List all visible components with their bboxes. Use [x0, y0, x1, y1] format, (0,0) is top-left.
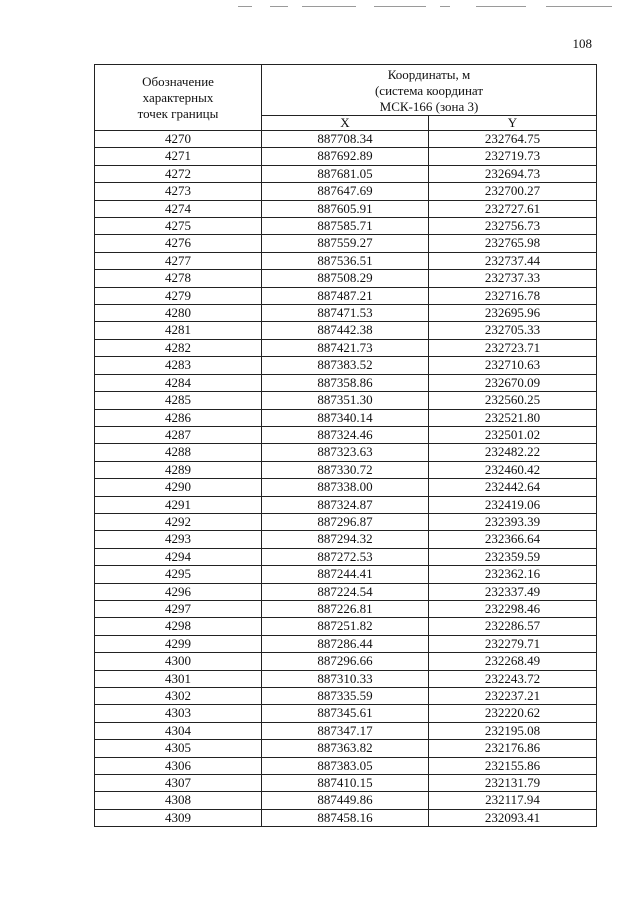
table-row: [95, 357, 597, 374]
y-coordinate-cell: 232521.80: [429, 409, 597, 426]
table-row: [95, 792, 597, 809]
y-coordinate-cell: 232362.16: [429, 566, 597, 583]
top-rule: [238, 6, 252, 7]
x-coordinate-cell: 887244.41: [262, 566, 429, 583]
x-coordinate-cell: 887345.61: [262, 705, 429, 722]
point-id-cell: 4295: [95, 566, 262, 583]
x-coordinate-cell: 887363.82: [262, 740, 429, 757]
points-header-line: характерных: [142, 89, 214, 105]
y-coordinate-cell: 232359.59: [429, 548, 597, 565]
x-coordinate-cell: 887458.16: [262, 809, 429, 826]
top-rule: [440, 6, 450, 7]
x-coordinate-cell: 887559.27: [262, 235, 429, 252]
x-coordinate-cell: 887708.34: [262, 131, 429, 148]
point-id-cell: 4285: [95, 392, 262, 409]
y-coordinate-cell: 232393.39: [429, 513, 597, 530]
point-id-cell: 4304: [95, 722, 262, 739]
y-coordinate-cell: 232176.86: [429, 740, 597, 757]
point-id-cell: 4305: [95, 740, 262, 757]
point-id-cell: 4309: [95, 809, 262, 826]
x-coordinate-cell: 887585.71: [262, 218, 429, 235]
y-coordinate-cell: 232501.02: [429, 426, 597, 443]
point-id-cell: 4289: [95, 461, 262, 478]
point-id-cell: 4306: [95, 757, 262, 774]
table-row: [95, 148, 597, 165]
y-coordinate-cell: 232131.79: [429, 775, 597, 792]
table-row: [95, 270, 597, 287]
point-id-cell: 4279: [95, 287, 262, 304]
table-row: [95, 705, 597, 722]
table-row: [95, 531, 597, 548]
y-coordinate-cell: 232442.64: [429, 479, 597, 496]
y-coordinate-cell: 232155.86: [429, 757, 597, 774]
y-coordinate-cell: 232279.71: [429, 635, 597, 652]
y-coordinate-cell: 232670.09: [429, 374, 597, 391]
table-row: [95, 392, 597, 409]
table-row: [95, 409, 597, 426]
table-row: [95, 479, 597, 496]
x-coordinate-cell: 887286.44: [262, 635, 429, 652]
x-coordinate-cell: 887536.51: [262, 252, 429, 269]
top-rule: [476, 6, 526, 7]
table-row: [95, 635, 597, 652]
table-body: [95, 131, 597, 827]
x-coordinate-cell: 887647.69: [262, 183, 429, 200]
x-coordinate-cell: 887335.59: [262, 688, 429, 705]
table-row: [95, 322, 597, 339]
table-row: [95, 618, 597, 635]
point-id-cell: 4273: [95, 183, 262, 200]
point-id-cell: 4275: [95, 218, 262, 235]
y-coordinate-cell: 232716.78: [429, 287, 597, 304]
table-row: [95, 775, 597, 792]
table-row: [95, 426, 597, 443]
table-row: [95, 461, 597, 478]
point-id-cell: 4302: [95, 688, 262, 705]
point-id-cell: 4274: [95, 200, 262, 217]
table-row: [95, 218, 597, 235]
x-coordinate-cell: 887347.17: [262, 722, 429, 739]
table-row: [95, 339, 597, 356]
table-row: [95, 287, 597, 304]
y-coordinate-cell: 232727.61: [429, 200, 597, 217]
table-row: [95, 235, 597, 252]
point-id-cell: 4297: [95, 600, 262, 617]
y-coordinate-cell: 232700.27: [429, 183, 597, 200]
point-id-cell: 4292: [95, 513, 262, 530]
point-id-cell: 4278: [95, 270, 262, 287]
x-coordinate-cell: 887605.91: [262, 200, 429, 217]
point-id-cell: 4288: [95, 444, 262, 461]
x-coordinate-cell: 887442.38: [262, 322, 429, 339]
y-coordinate-cell: 232419.06: [429, 496, 597, 513]
top-rule: [546, 6, 612, 7]
point-id-cell: 4286: [95, 409, 262, 426]
point-id-cell: 4282: [95, 339, 262, 356]
x-coordinate-cell: 887296.87: [262, 513, 429, 530]
coords-header-line: МСК-166 (зона 3): [379, 99, 479, 114]
table-row: [95, 513, 597, 530]
table-row: [95, 600, 597, 617]
y-coordinate-cell: 232298.46: [429, 600, 597, 617]
x-coordinate-cell: 887330.72: [262, 461, 429, 478]
coordinates-column-header: [262, 65, 597, 116]
y-coordinate-cell: 232764.75: [429, 131, 597, 148]
point-id-cell: 4276: [95, 235, 262, 252]
point-id-cell: 4307: [95, 775, 262, 792]
y-coordinate-cell: 232195.08: [429, 722, 597, 739]
y-coordinate-cell: 232710.63: [429, 357, 597, 374]
point-id-cell: 4284: [95, 374, 262, 391]
table-row: [95, 688, 597, 705]
point-id-cell: 4291: [95, 496, 262, 513]
y-coordinate-cell: 232737.44: [429, 252, 597, 269]
y-coordinate-cell: 232737.33: [429, 270, 597, 287]
x-column-header: X: [262, 116, 429, 131]
top-rule: [374, 6, 426, 7]
points-column-header: [95, 65, 262, 131]
point-id-cell: 4303: [95, 705, 262, 722]
points-header-line: точек границы: [137, 105, 219, 121]
y-coordinate-cell: 232366.64: [429, 531, 597, 548]
point-id-cell: 4301: [95, 670, 262, 687]
point-id-cell: 4299: [95, 635, 262, 652]
coordinates-table: [94, 64, 597, 827]
x-coordinate-cell: 887487.21: [262, 287, 429, 304]
y-coordinate-cell: 232719.73: [429, 148, 597, 165]
x-coordinate-cell: 887338.00: [262, 479, 429, 496]
y-coordinate-cell: 232243.72: [429, 670, 597, 687]
x-coordinate-cell: 887251.82: [262, 618, 429, 635]
x-coordinate-cell: 887296.66: [262, 653, 429, 670]
x-coordinate-cell: 887421.73: [262, 339, 429, 356]
x-coordinate-cell: 887294.32: [262, 531, 429, 548]
point-id-cell: 4270: [95, 131, 262, 148]
table-row: [95, 740, 597, 757]
x-coordinate-cell: 887383.05: [262, 757, 429, 774]
y-coordinate-cell: 232705.33: [429, 322, 597, 339]
x-coordinate-cell: 887351.30: [262, 392, 429, 409]
y-coordinate-cell: 232695.96: [429, 305, 597, 322]
table-row: [95, 444, 597, 461]
x-coordinate-cell: 887692.89: [262, 148, 429, 165]
table-row: [95, 374, 597, 391]
y-coordinate-cell: 232694.73: [429, 165, 597, 182]
point-id-cell: 4300: [95, 653, 262, 670]
x-coordinate-cell: 887410.15: [262, 775, 429, 792]
point-id-cell: 4271: [95, 148, 262, 165]
x-coordinate-cell: 887324.87: [262, 496, 429, 513]
table-row: [95, 757, 597, 774]
y-coordinate-cell: 232482.22: [429, 444, 597, 461]
y-coordinate-cell: 232117.94: [429, 792, 597, 809]
table-row: [95, 583, 597, 600]
point-id-cell: 4281: [95, 322, 262, 339]
point-id-cell: 4277: [95, 252, 262, 269]
y-coordinate-cell: 232093.41: [429, 809, 597, 826]
page-number: 108: [572, 36, 592, 51]
x-coordinate-cell: 887340.14: [262, 409, 429, 426]
x-coordinate-cell: 887471.53: [262, 305, 429, 322]
y-coordinate-cell: 232765.98: [429, 235, 597, 252]
coords-header-line: (система координат: [374, 83, 484, 98]
y-coordinate-cell: 232237.21: [429, 688, 597, 705]
x-coordinate-cell: 887383.52: [262, 357, 429, 374]
top-rule: [270, 6, 288, 7]
point-id-cell: 4296: [95, 583, 262, 600]
table-row: [95, 183, 597, 200]
point-id-cell: 4308: [95, 792, 262, 809]
table-row: [95, 252, 597, 269]
x-coordinate-cell: 887449.86: [262, 792, 429, 809]
table-row: [95, 722, 597, 739]
y-coordinate-cell: 232560.25: [429, 392, 597, 409]
y-coordinate-cell: 232460.42: [429, 461, 597, 478]
y-coordinate-cell: 232723.71: [429, 339, 597, 356]
table-row: [95, 670, 597, 687]
y-coordinate-cell: 232756.73: [429, 218, 597, 235]
x-coordinate-cell: 887272.53: [262, 548, 429, 565]
table-row: [95, 809, 597, 826]
table-row: [95, 548, 597, 565]
point-id-cell: 4280: [95, 305, 262, 322]
top-rule: [302, 6, 356, 7]
y-coordinate-cell: 232268.49: [429, 653, 597, 670]
table-row: [95, 496, 597, 513]
y-coordinate-cell: 232337.49: [429, 583, 597, 600]
point-id-cell: 4293: [95, 531, 262, 548]
x-coordinate-cell: 887224.54: [262, 583, 429, 600]
y-coordinate-cell: 232220.62: [429, 705, 597, 722]
x-coordinate-cell: 887226.81: [262, 600, 429, 617]
table-row: [95, 131, 597, 148]
table-row: [95, 566, 597, 583]
y-coordinate-cell: 232286.57: [429, 618, 597, 635]
x-coordinate-cell: 887324.46: [262, 426, 429, 443]
point-id-cell: 4287: [95, 426, 262, 443]
table-row: [95, 305, 597, 322]
table-row: [95, 653, 597, 670]
x-coordinate-cell: 887310.33: [262, 670, 429, 687]
point-id-cell: 4294: [95, 548, 262, 565]
table-row: [95, 200, 597, 217]
coords-header-line: Координаты, м: [387, 67, 471, 82]
point-id-cell: 4283: [95, 357, 262, 374]
x-coordinate-cell: 887681.05: [262, 165, 429, 182]
x-coordinate-cell: 887323.63: [262, 444, 429, 461]
point-id-cell: 4298: [95, 618, 262, 635]
points-header-line: Обозначение: [142, 73, 214, 89]
y-column-header: Y: [429, 116, 597, 131]
x-coordinate-cell: 887508.29: [262, 270, 429, 287]
x-coordinate-cell: 887358.86: [262, 374, 429, 391]
point-id-cell: 4272: [95, 165, 262, 182]
table-row: [95, 165, 597, 182]
point-id-cell: 4290: [95, 479, 262, 496]
